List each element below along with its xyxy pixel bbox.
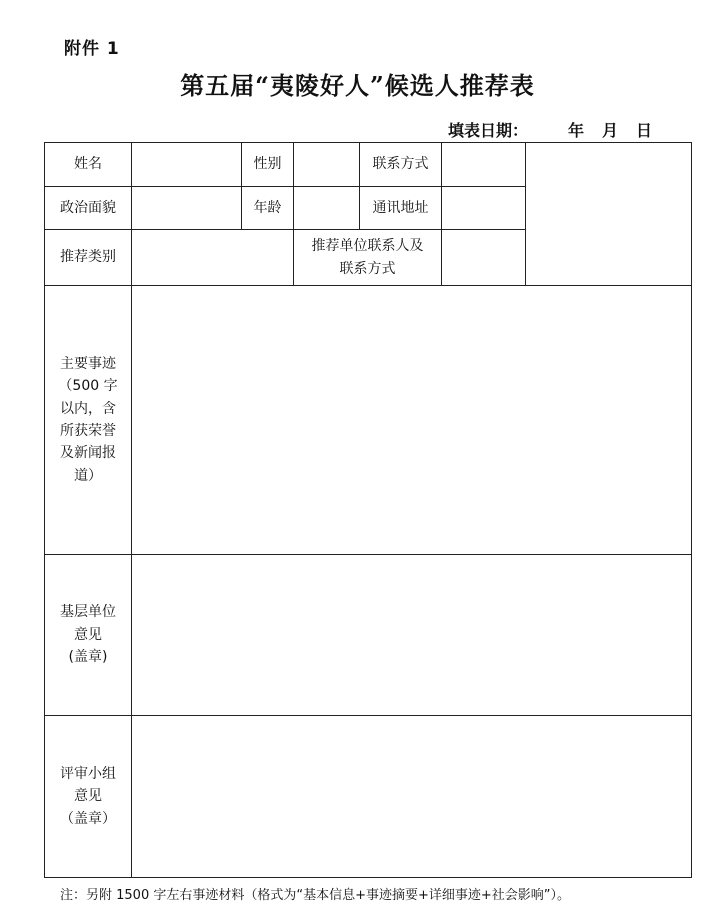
fill-date-label: 填表日期： (448, 121, 529, 140)
unit-contact-label-line: 联系方式 (339, 260, 396, 277)
main-deeds-field[interactable] (132, 286, 692, 555)
political-status-field[interactable] (132, 187, 242, 230)
unit-contact-field[interactable] (442, 230, 526, 286)
label-line: 基层单位 (60, 604, 116, 621)
name-label: 姓名 (45, 143, 132, 187)
gender-field[interactable] (294, 143, 360, 187)
attachment-label: 附件 1 (64, 39, 120, 59)
contact-label: 联系方式 (360, 143, 442, 187)
fill-date-row (448, 118, 652, 141)
label-line: 道） (74, 467, 102, 484)
label-line: 意见 (74, 626, 102, 643)
contact-field[interactable] (442, 143, 526, 187)
gender-label: 性别 (242, 143, 294, 187)
label-line: （500 字 (58, 378, 118, 395)
address-field[interactable] (442, 187, 526, 230)
age-label: 年龄 (242, 187, 294, 230)
panel-opinion-field[interactable] (132, 716, 692, 878)
political-status-label: 政治面貌 (45, 187, 132, 230)
unit-contact-label-line: 推荐单位联系人及 (311, 238, 424, 255)
age-field[interactable] (294, 187, 360, 230)
label-line: 以内，含 (60, 400, 116, 417)
recommendation-table (44, 142, 692, 878)
label-line: 意见 (74, 788, 102, 805)
label-line: 所获荣誉 (60, 423, 116, 439)
category-field[interactable] (132, 230, 294, 286)
fill-date-year: 年 (568, 121, 585, 140)
label-line: 及新闻报 (60, 445, 116, 462)
fill-date-month: 月 (602, 121, 619, 140)
fill-date-day: 日 (636, 121, 653, 140)
label-line: 评审小组 (60, 765, 116, 782)
panel-opinion-label (45, 716, 132, 878)
footnote: 注：另附 1500 字左右事迹材料（格式为“基本信息+事迹摘要+详细事迹+社会影响”）。 (60, 888, 570, 903)
main-deeds-label (45, 286, 132, 555)
address-label: 通讯地址 (360, 187, 442, 230)
label-line: （盖章） (60, 810, 116, 827)
label-line: (盖章) (68, 649, 108, 666)
name-field[interactable] (132, 143, 242, 187)
category-label: 推荐类别 (45, 230, 132, 286)
grassroots-opinion-field[interactable] (132, 555, 692, 716)
grassroots-opinion-label (45, 555, 132, 716)
unit-contact-label (294, 230, 442, 286)
photo-box[interactable] (526, 143, 692, 286)
label-line: 主要事迹 (60, 355, 116, 372)
form-title: 第五届“夷陵好人”候选人推荐表 (180, 71, 535, 100)
